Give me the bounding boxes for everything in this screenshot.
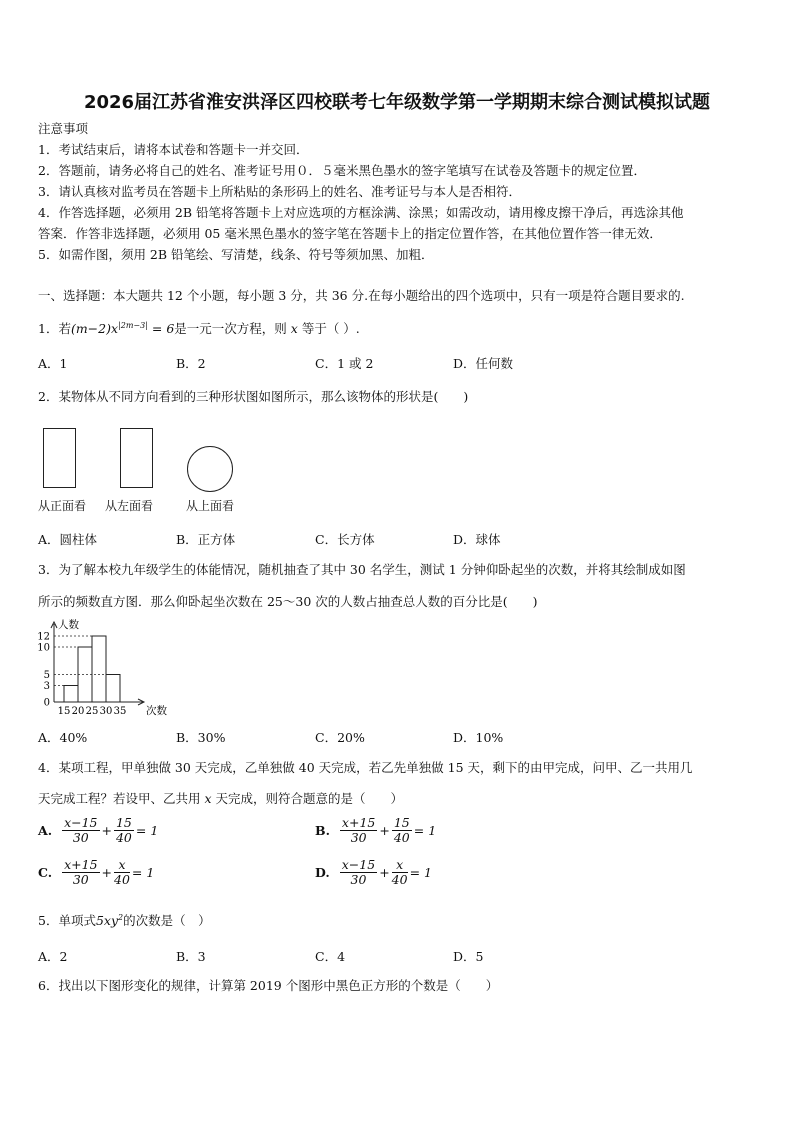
caption-front: 从正面看 bbox=[38, 499, 87, 513]
q4-c-den2: 40 bbox=[114, 872, 130, 887]
q1-option-d[interactable]: D．任何数 bbox=[453, 356, 514, 371]
x-axis-label: 次数 bbox=[146, 705, 167, 717]
q4-c-rhs: = 1 bbox=[131, 865, 155, 880]
caption-top: 从上面看 bbox=[186, 499, 235, 513]
q4-a-den1: 30 bbox=[72, 830, 89, 845]
y-axis-label: 人数 bbox=[58, 619, 79, 631]
section-heading: 一、选择题：本大题共 12 个小题，每小题 3 分，共 36 分.在每小题给出的四个选项中，只有一项是符合题目要求的. bbox=[38, 288, 685, 303]
q4-option-c-label: C. bbox=[38, 865, 53, 880]
q5-exponent: 2 bbox=[118, 913, 124, 922]
q4-var: x bbox=[204, 791, 212, 806]
q3-options bbox=[38, 728, 758, 746]
question-1 bbox=[38, 318, 360, 337]
q4-option-a-label: A. bbox=[38, 823, 53, 838]
q5-option-d[interactable]: D．5 bbox=[453, 949, 484, 964]
q1-exponent: |2m−3| bbox=[118, 321, 148, 330]
q3-option-a[interactable]: A．40% bbox=[38, 730, 88, 745]
q4-text-a: 天完成工程？若设甲、乙共用 bbox=[38, 791, 201, 806]
question-5 bbox=[38, 910, 211, 929]
q4-text-b: 天完成，则符合题意的是（ ） bbox=[215, 791, 404, 806]
question-4-line2 bbox=[38, 791, 403, 807]
q2-option-c[interactable]: C．长方体 bbox=[315, 532, 375, 547]
q4-c-num2: x bbox=[114, 858, 130, 873]
q3-option-c[interactable]: C．20% bbox=[315, 730, 365, 745]
front-view-rectangle bbox=[43, 428, 76, 488]
question-3-line2: 所示的频数直方图．那么仰卧起坐次数在 25～30 次的人数占抽查总人数的百分比是( ) bbox=[38, 594, 538, 609]
notice-item-3: 3．请认真核对监考员在答题卡上所粘贴的条形码上的姓名、准考证号与本人是否相符． bbox=[38, 184, 521, 199]
histogram-bar bbox=[64, 686, 78, 703]
x-tick-label: 20 bbox=[71, 706, 85, 717]
q4-b-num2: 15 bbox=[393, 815, 410, 830]
q4-option-d-label: D. bbox=[315, 865, 330, 880]
q5-options bbox=[38, 947, 758, 965]
q1-expr: (m−2)x bbox=[70, 321, 119, 337]
histogram-bar bbox=[106, 675, 120, 703]
x-tick-label: 25 bbox=[85, 706, 99, 717]
q1-suffix: 是一元一次方程，则 bbox=[174, 321, 287, 337]
question-2: 2．某物体从不同方向看到的三种形状图如图所示，那么该物体的形状是( ) bbox=[38, 389, 469, 404]
y-tick-label: 3 bbox=[43, 681, 50, 692]
q5-prefix: 5．单项式 bbox=[38, 913, 96, 929]
q4-d-num2: x bbox=[392, 858, 408, 873]
q4-d-rhs: = 1 bbox=[409, 865, 432, 880]
q5-suffix: 的次数是（ ） bbox=[123, 913, 211, 929]
q1-var: x bbox=[290, 321, 298, 337]
y-tick-label: 10 bbox=[37, 642, 50, 654]
q2-option-b[interactable]: B．正方体 bbox=[176, 532, 236, 547]
q4-c-den1: 30 bbox=[72, 872, 89, 887]
y-tick-label: 12 bbox=[37, 631, 50, 643]
exam-title: 2026届江苏省淮安洪泽区四校联考七年级数学第一学期期末综合测试模拟试题 bbox=[83, 92, 711, 113]
q5-option-b[interactable]: B．3 bbox=[176, 949, 206, 964]
q4-d-num1: x−15 bbox=[341, 857, 376, 872]
q4-b-num1: x+15 bbox=[341, 815, 376, 830]
notice-item-4: 4．作答选择题，必须用 2B 铅笔将答题卡上对应选项的方框涂满、涂黑；如需改动，请用橡皮擦干净后，再选涂其他 bbox=[38, 205, 684, 220]
q1-tail: 等于（ ）. bbox=[301, 321, 360, 337]
question-4-line1: 4．某项工程，甲单独做 30 天完成，乙单独做 40 天完成，若乙先单独做 15 天，剩下的由甲完成，问甲、乙一共用几 bbox=[38, 760, 693, 775]
caption-side: 从左面看 bbox=[105, 499, 154, 513]
notice-item-2: 2．答题前，请务必将自己的姓名、准考证号用０．５毫米黑色墨水的签字笔填写在试卷及答题卡的规定位置． bbox=[38, 163, 646, 178]
q4-a-num2: 15 bbox=[115, 815, 132, 830]
q4-b-den2: 40 bbox=[393, 830, 410, 845]
y-tick-label: 5 bbox=[43, 670, 50, 681]
q4-option-b[interactable]: B. $\frac{x+15}{30}$ + $\frac{15}{40}$ = 1 bbox=[315, 815, 437, 845]
q4-d-den1: 30 bbox=[350, 872, 367, 887]
q4-a-rhs: = 1 bbox=[135, 823, 159, 838]
x-tick-label: 30 bbox=[99, 706, 113, 717]
q2-option-a[interactable]: A．圆柱体 bbox=[38, 532, 98, 547]
top-view-circle bbox=[187, 446, 233, 492]
q4-option-b-label: B. bbox=[315, 823, 330, 838]
q4-option-d[interactable]: D. $\frac{x-15}{30}$ + $\frac{x}{40}$ = 1 bbox=[315, 857, 432, 887]
histogram-bar bbox=[78, 647, 92, 702]
q1-eq: = 6 bbox=[147, 321, 175, 337]
q3-option-b[interactable]: B．30% bbox=[176, 730, 226, 745]
q4-option-c[interactable]: C. $\frac{x+15}{30}$ + $\frac{x}{40}$ = 1 bbox=[38, 857, 155, 887]
question-3-line1: 3．为了解本校九年级学生的体能情况，随机抽查了其中 30 名学生，测试 1 分钟仰卧起坐的次数，并将其绘制成如图 bbox=[38, 562, 686, 577]
q4-a-den2: 40 bbox=[115, 830, 132, 845]
x-tick-label: 15 bbox=[57, 706, 71, 717]
q4-a-num1: x−15 bbox=[64, 815, 98, 830]
y-tick-label: 0 bbox=[43, 697, 50, 709]
q4-b-den1: 30 bbox=[350, 830, 367, 845]
notice-item-1: 1．考试结束后，请将本试卷和答题卡一并交回． bbox=[38, 142, 309, 157]
q4-b-rhs: = 1 bbox=[413, 823, 437, 838]
q2-option-d[interactable]: D．球体 bbox=[453, 532, 501, 547]
q4-option-a[interactable]: A. $\frac{x-15}{30}$ + $\frac{15}{40}$ = 1 bbox=[38, 815, 159, 845]
q1-options bbox=[38, 354, 758, 372]
q3-option-d[interactable]: D．10% bbox=[453, 730, 504, 745]
q1-option-a[interactable]: A．1 bbox=[38, 356, 68, 371]
q5-option-c[interactable]: C．4 bbox=[315, 949, 346, 964]
x-tick-label: 35 bbox=[113, 706, 127, 717]
q5-option-a[interactable]: A．2 bbox=[38, 949, 68, 964]
q4-c-num1: x+15 bbox=[64, 857, 98, 872]
q5-expr: 5xy bbox=[95, 913, 119, 929]
q1-option-b[interactable]: B．2 bbox=[176, 356, 206, 371]
q4-d-den2: 40 bbox=[391, 872, 408, 887]
side-view-rectangle bbox=[120, 428, 153, 488]
question-6: 6．找出以下图形变化的规律，计算第 2019 个图形中黑色正方形的个数是（ ） bbox=[38, 978, 499, 993]
histogram-bar bbox=[92, 636, 106, 702]
notice-item-4-cont: 答案．作答非选择题，必须用 05 毫米黑色墨水的签字笔在答题卡上的指定位置作答，在其他位置作答一律无效． bbox=[38, 226, 662, 241]
q1-prefix: 1．若 bbox=[38, 321, 71, 337]
notice-item-5: 5．如需作图，须用 2B 铅笔绘、写清楚，线条、符号等须加黑、加粗． bbox=[38, 247, 434, 262]
notice-heading: 注意事项 bbox=[38, 121, 89, 136]
q2-options bbox=[38, 530, 758, 548]
frequency-histogram bbox=[30, 618, 170, 718]
q1-option-c[interactable]: C．1 或 2 bbox=[315, 356, 374, 371]
